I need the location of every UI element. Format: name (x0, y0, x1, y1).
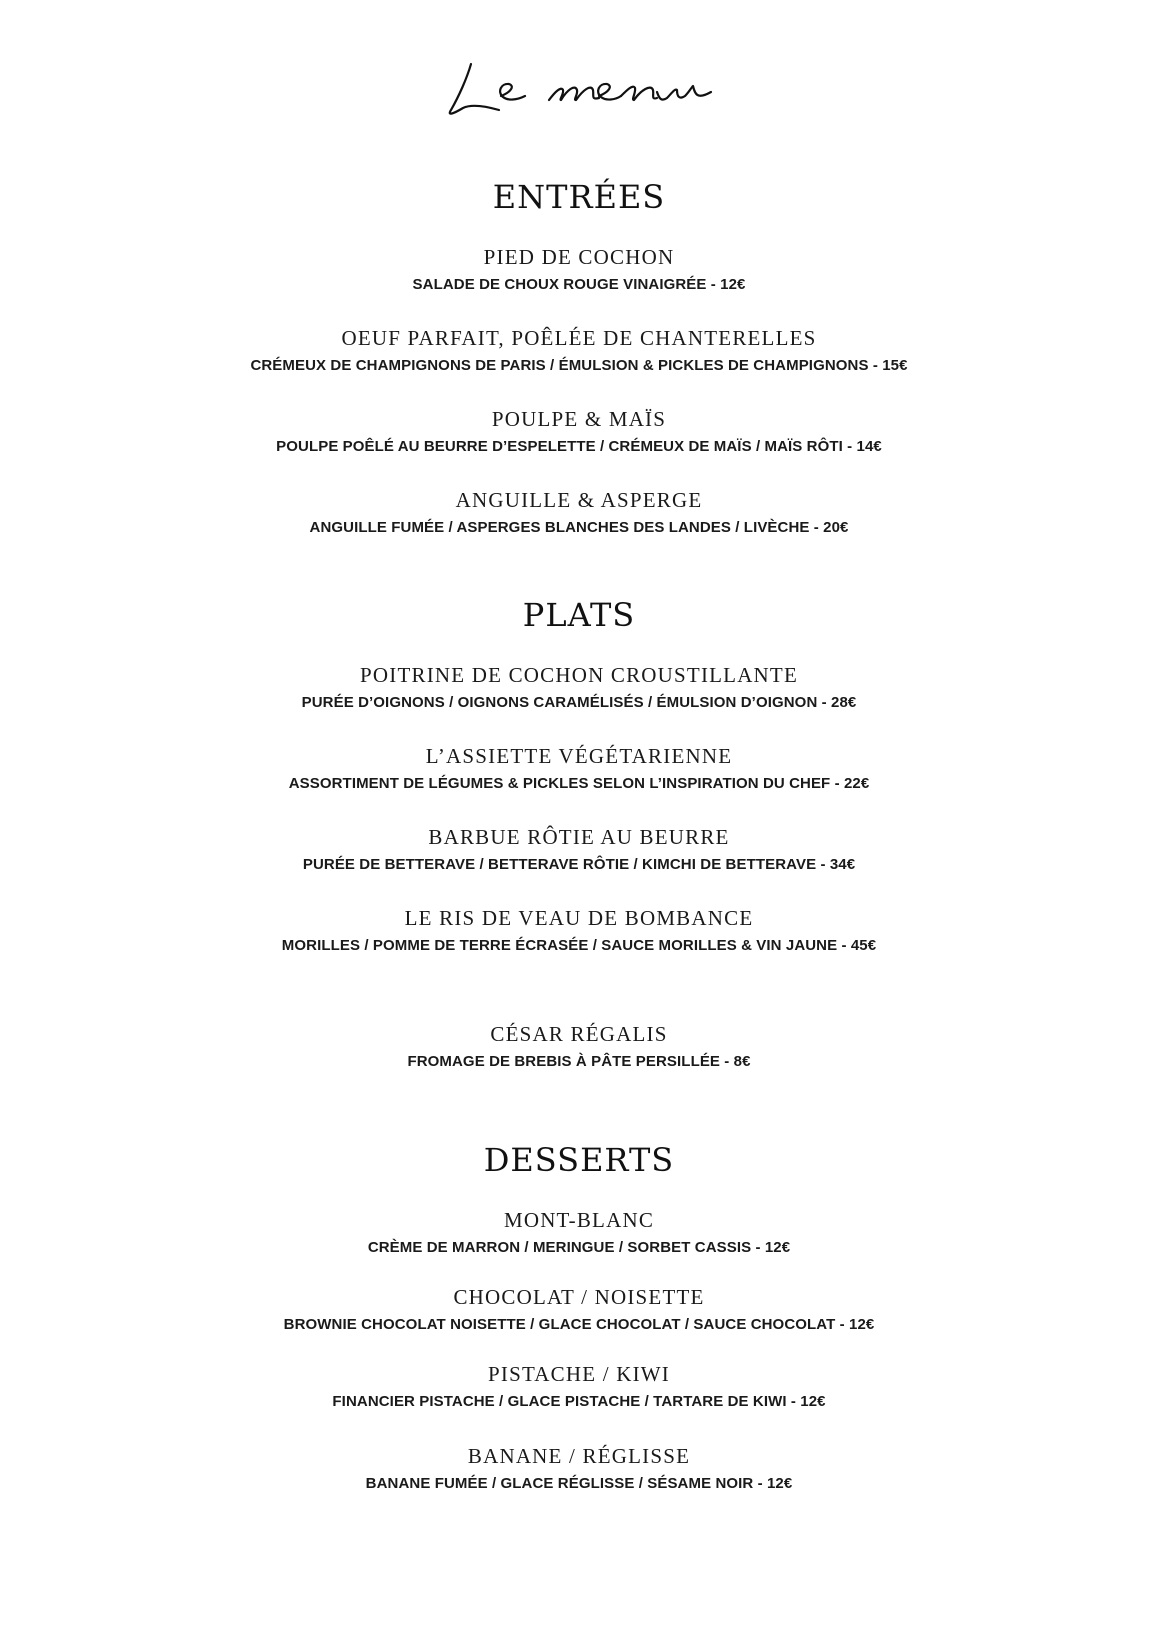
dish-name: BARBUE RÔTIE AU BEURRE (428, 825, 730, 849)
dish-name: POITRINE DE COCHON CROUSTILLANTE (360, 663, 798, 687)
dish-description: FINANCIER PISTACHE / GLACE PISTACHE / TARTARE DE KIWI - 12€ (332, 1393, 826, 1410)
dish-name: CHOCOLAT / NOISETTE (453, 1285, 705, 1309)
menu-item (0, 487, 1158, 538)
menu-title (0, 50, 1158, 135)
dish-name: BANANE / RÉGLISSE (467, 1444, 691, 1468)
menu-item (0, 1207, 1158, 1258)
menu-item (0, 1361, 1158, 1412)
dish-description: CRÉMEUX DE CHAMPIGNONS DE PARIS / ÉMULSION & PICKLES DE CHAMPIGNONS - 15€ (250, 357, 908, 374)
dish-description: FROMAGE DE BREBIS À PÂTE PERSILLÉE - 8€ (407, 1053, 751, 1070)
dish-description: PURÉE D’OIGNONS / OIGNONS CARAMÉLISÉS / ÉMULSION D’OIGNON - 28€ (301, 694, 857, 711)
dish-name: LE RIS DE VEAU DE BOMBANCE (404, 906, 754, 930)
section-title-plats: PLATS (522, 596, 636, 634)
menu-item (0, 1021, 1158, 1072)
dish-description: ASSORTIMENT DE LÉGUMES & PICKLES SELON L’INSPIRATION DU CHEF - 22€ (288, 775, 870, 792)
dish-description: BROWNIE CHOCOLAT NOISETTE / GLACE CHOCOLAT / SAUCE CHOCOLAT - 12€ (283, 1316, 875, 1333)
dish-description: ANGUILLE FUMÉE / ASPERGES BLANCHES DES LANDES / LIVÈCHE - 20€ (309, 519, 849, 536)
section-title-desserts: DESSERTS (483, 1141, 675, 1179)
dish-description: MORILLES / POMME DE TERRE ÉCRASÉE / SAUCE MORILLES & VIN JAUNE - 45€ (281, 937, 877, 954)
menu-item (0, 325, 1158, 376)
dish-description: BANANE FUMÉE / GLACE RÉGLISSE / SÉSAME NOIR - 12€ (365, 1475, 793, 1492)
dish-description: PURÉE DE BETTERAVE / BETTERAVE RÔTIE / KIMCHI DE BETTERAVE - 34€ (302, 856, 856, 873)
menu-item (0, 662, 1158, 713)
menu-item (0, 905, 1158, 956)
menu-item (0, 244, 1158, 295)
menu-item (0, 743, 1158, 794)
dish-name: POULPE & MAÏS (491, 407, 667, 431)
menu-item (0, 1443, 1158, 1494)
menu-item (0, 406, 1158, 457)
dish-description: POULPE POÊLÉ AU BEURRE D’ESPELETTE / CRÉMEUX DE MAÏS / MAÏS RÔTI - 14€ (276, 438, 882, 455)
section-title-entrees: ENTRÉES (492, 178, 666, 216)
dish-name: OEUF PARFAIT, POÊLÉE DE CHANTERELLES (341, 326, 817, 350)
dish-name: MONT-BLANC (503, 1208, 655, 1232)
dish-name: CÉSAR RÉGALIS (490, 1022, 668, 1046)
dish-description: CRÈME DE MARRON / MERINGUE / SORBET CASSIS - 12€ (367, 1239, 791, 1256)
dish-description: SALADE DE CHOUX ROUGE VINAIGRÉE - 12€ (412, 276, 746, 293)
dish-name: ANGUILLE & ASPERGE (455, 488, 703, 512)
menu-item (0, 824, 1158, 875)
dish-name: PIED DE COCHON (483, 245, 675, 269)
handwritten-title-logo (429, 50, 729, 130)
menu-item (0, 1284, 1158, 1335)
dish-name: L’ASSIETTE VÉGÉTARIENNE (425, 744, 733, 768)
dish-name: PISTACHE / KIWI (488, 1362, 670, 1386)
